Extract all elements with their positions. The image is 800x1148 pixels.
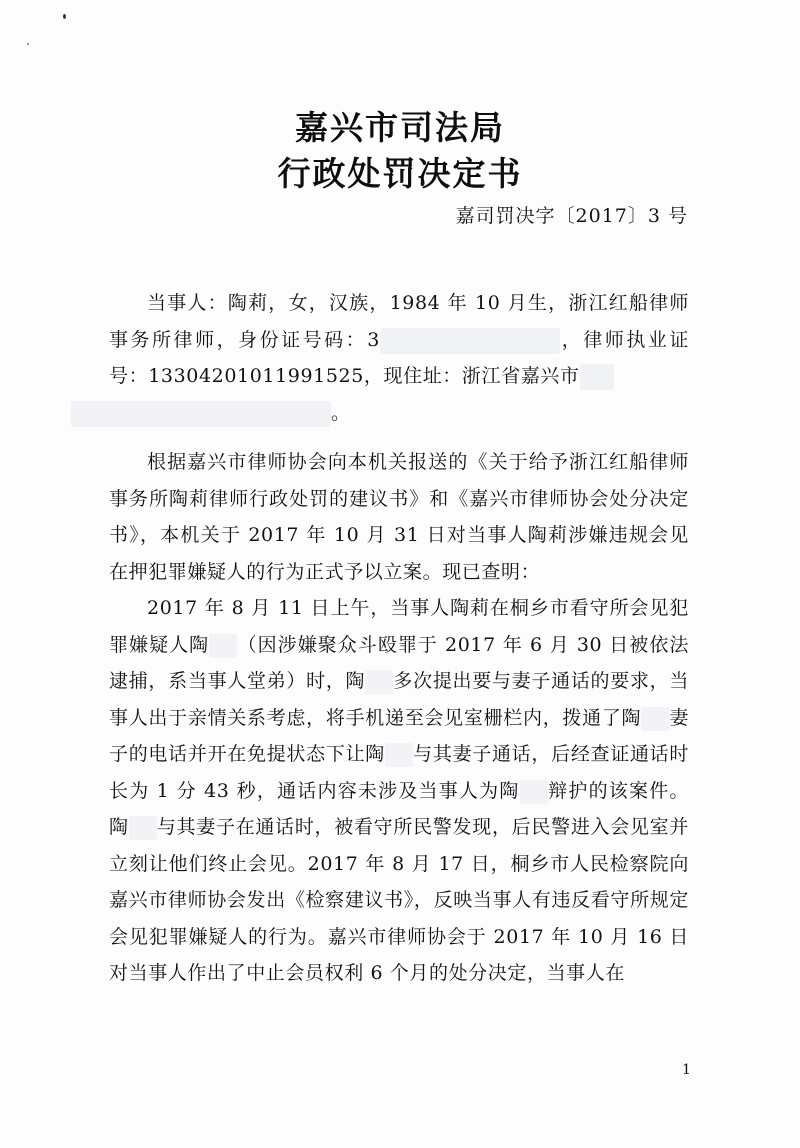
page-number: 1 bbox=[682, 1062, 691, 1078]
basis-paragraph: 根据嘉兴市律师协会向本机关报送的《关于给予浙江红船律师事务所陶莉律师行政处罚的建议书》和《嘉兴市律师协会处分决定书》，本机关于 2017 年 10 月 31 日对当事人陶莉涉嫌违规会见在押犯罪嫌疑人的行为正式予以立案。现已查明： bbox=[109, 451, 689, 583]
redacted-name bbox=[385, 743, 413, 767]
redacted-name bbox=[641, 707, 669, 731]
redacted-address bbox=[71, 401, 331, 427]
scan-speck bbox=[27, 43, 29, 45]
facts-text: 与其妻子通话，后经查证通话时长为 1 分 43 秒，通话内容未涉及当事人为陶 bbox=[109, 743, 689, 802]
scan-speck bbox=[63, 14, 66, 19]
document-title-line2: 行政处罚决定书 bbox=[277, 154, 523, 193]
document-body bbox=[109, 285, 689, 992]
facts-text: 2017 年 8 月 11 日上午，当事人陶莉在桐乡市看守所会见犯罪嫌疑人陶 bbox=[109, 597, 689, 656]
facts-text: 多次提出要与妻子通话的要求，当事人出于亲情关系考虑，将手机递至会见室栅栏内，拨通了陶 bbox=[109, 670, 689, 729]
facts-paragraph bbox=[109, 590, 689, 992]
redacted-name bbox=[129, 816, 157, 840]
redacted-id-number bbox=[380, 328, 560, 354]
party-license: ，律师执业证号：13304201011991525，现住址：浙江省嘉兴市 bbox=[109, 328, 689, 387]
redacted-name bbox=[365, 670, 393, 694]
document-number: 嘉司罚决字〔2017〕3 号 bbox=[455, 205, 688, 227]
party-intro: 当事人：陶莉，女，汉族，1984 年 10 月生，浙江红船律师事务所律师，身份证号码：3 bbox=[109, 292, 689, 351]
party-paragraph bbox=[109, 285, 689, 431]
redacted-name bbox=[209, 634, 237, 658]
facts-text: （因涉嫌聚众斗殴罪于 2017 年 6 月 30 日被依法逮捕，系当事人堂弟）时，陶 bbox=[109, 633, 689, 692]
facts-text: 妻子的电话并开在免提状态下让陶 bbox=[109, 706, 689, 765]
party-end: 。 bbox=[331, 401, 351, 424]
redacted-address bbox=[580, 364, 614, 390]
facts-text: 辩护的该案件。陶 bbox=[109, 779, 690, 838]
redacted-name bbox=[520, 780, 548, 804]
document-title-line1: 嘉兴市司法局 bbox=[295, 108, 505, 147]
facts-text: 与其妻子在通话时，被看守所民警发现，后民警进入会见室并立刻让他们终止会见。2017 年 8 月 17 日，桐乡市人民检察院向嘉兴市律师协会发出《检察建议书》，反映当事人有违反看守所规定会见犯罪嫌疑人的行为。嘉兴市律师协会于 2017 年 10 月 16 日对当事人作出了中止会员权利 6 个月的处分决定，当事人在 bbox=[109, 816, 689, 984]
